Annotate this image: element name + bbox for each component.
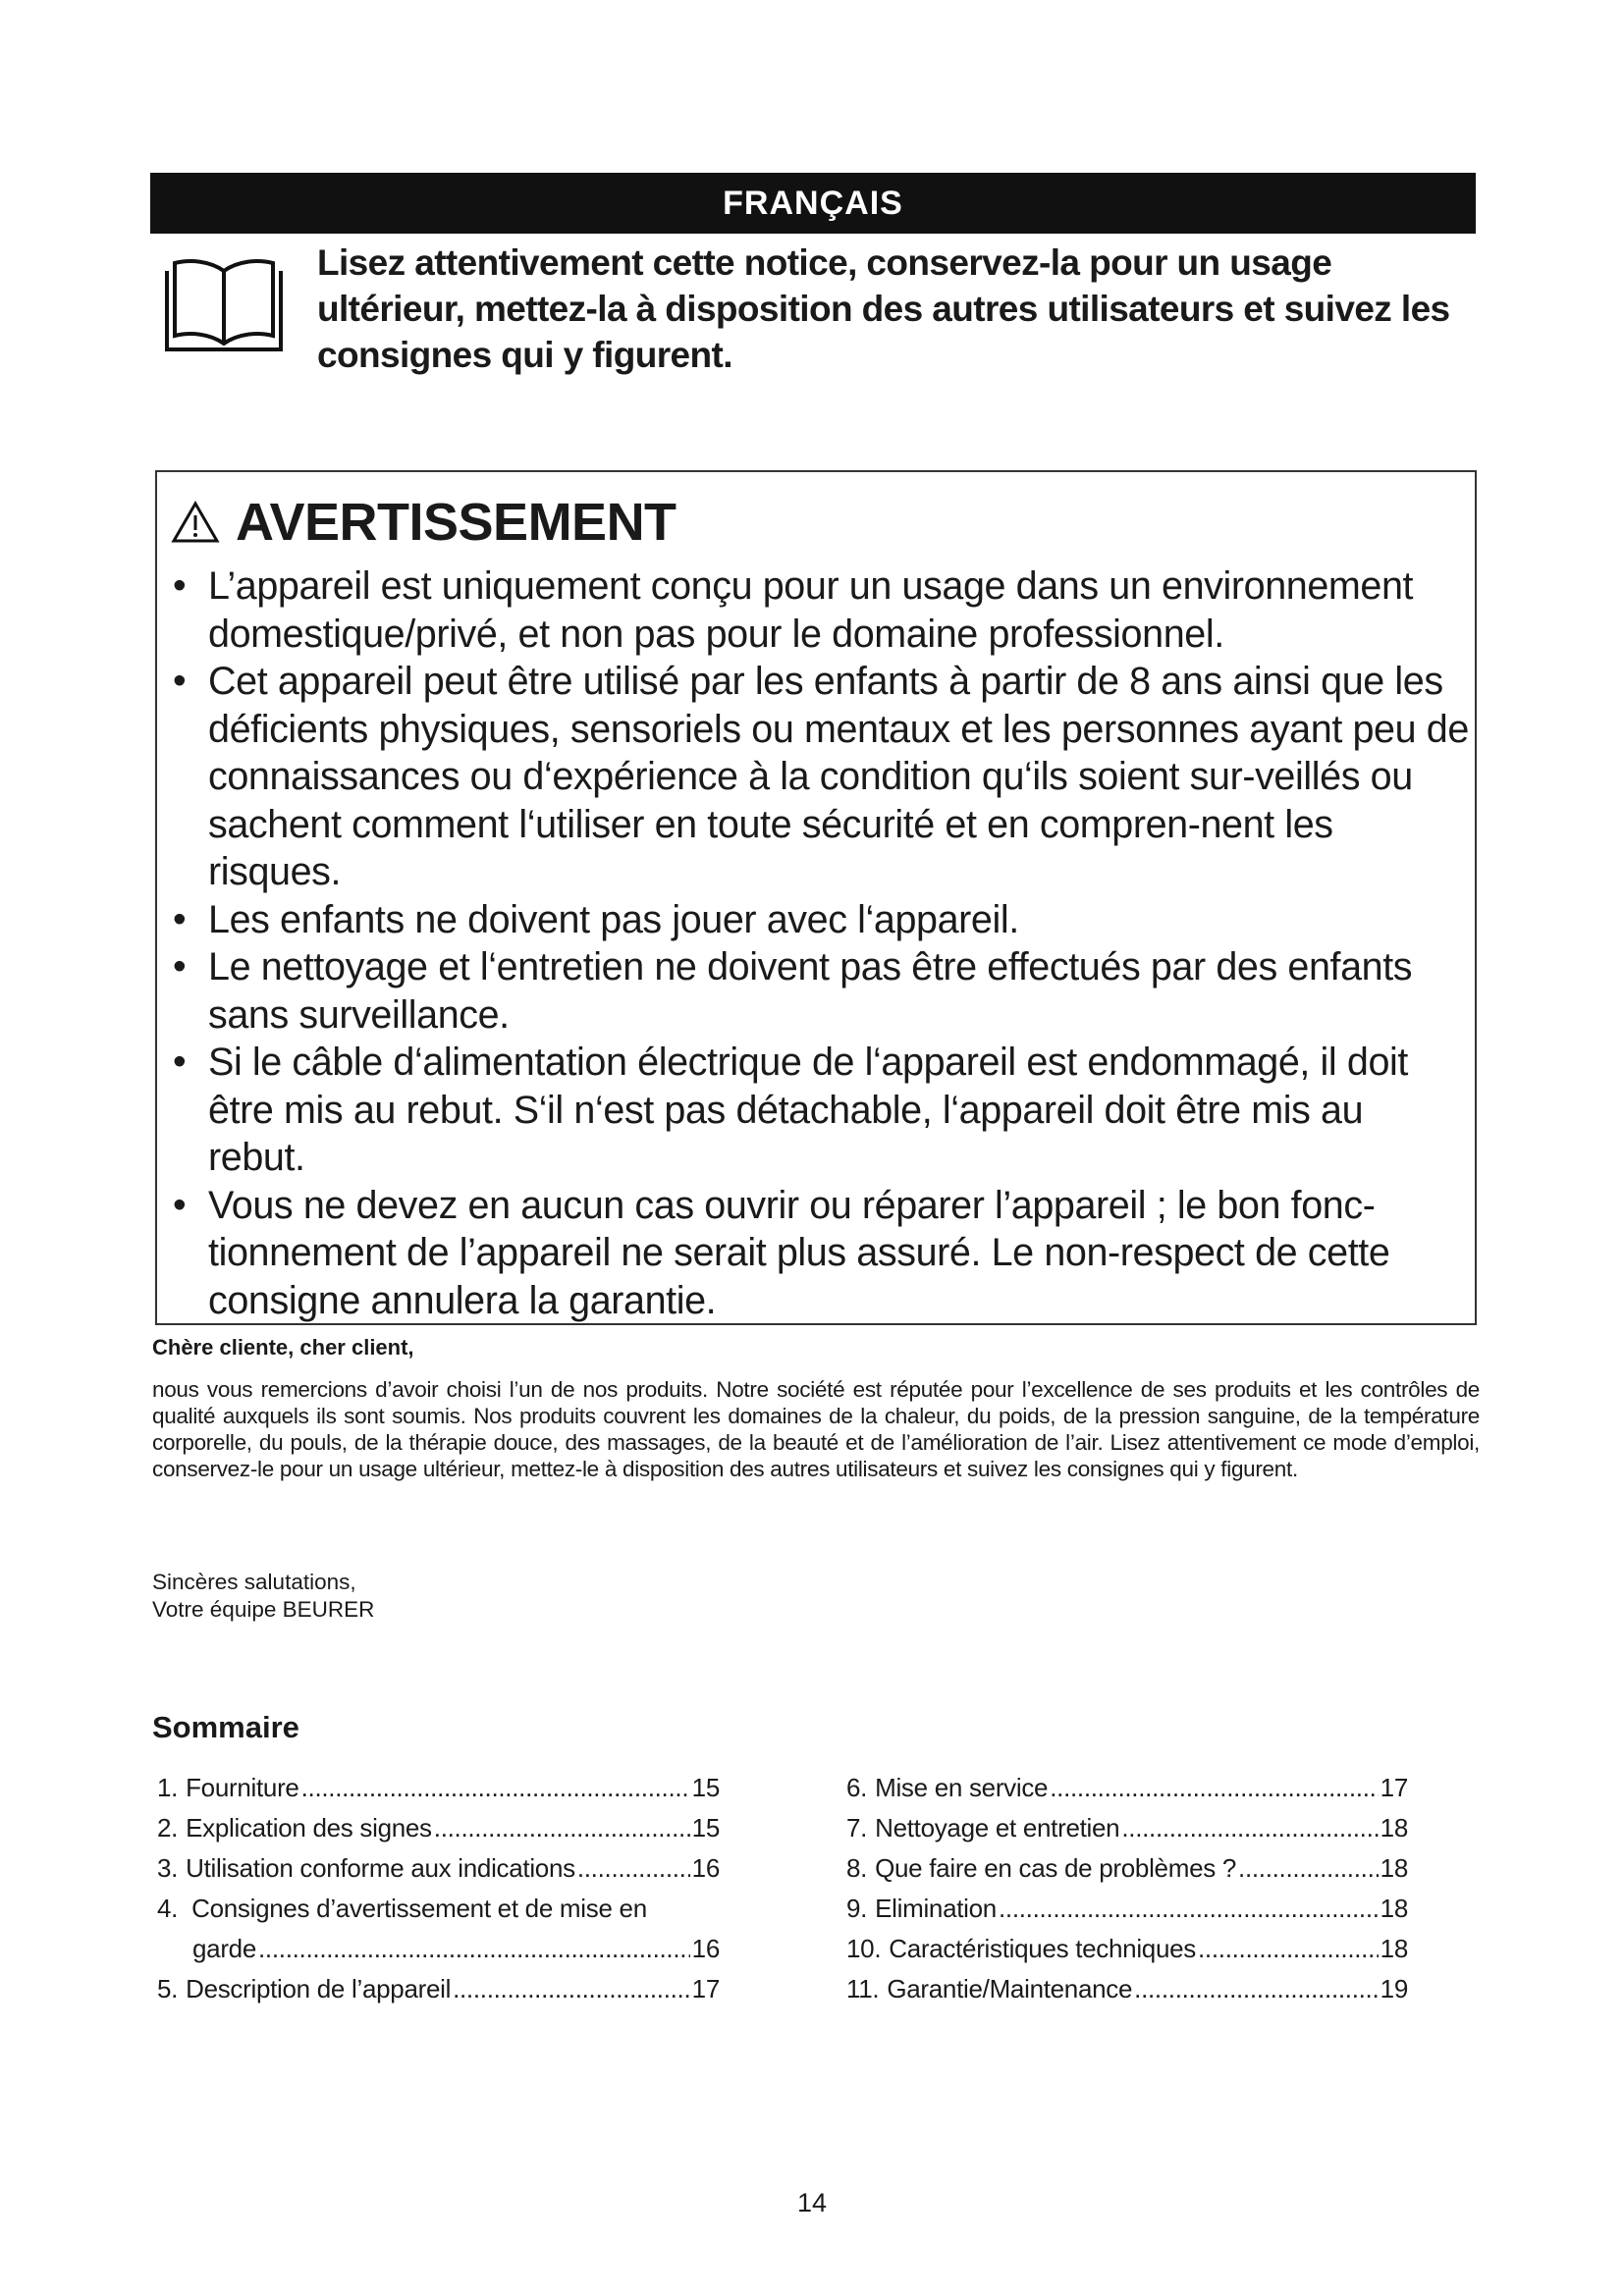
toc-page: 18 [1380, 1813, 1408, 1842]
toc-label: Explication des signes [186, 1813, 432, 1842]
toc-leader [999, 1889, 1379, 1929]
toc-page: 18 [1380, 1853, 1408, 1883]
toc-page: 15 [691, 1773, 720, 1802]
toc-entry [157, 1768, 720, 1808]
toc-page: 17 [1380, 1773, 1408, 1802]
closing-salutation: Sincères salutations, [152, 1570, 356, 1594]
toc-page: 16 [691, 1853, 720, 1883]
toc-leader [258, 1929, 690, 1969]
warning-item: • Les enfants ne doivent pas jouer avec l‘appareil. [173, 896, 1469, 944]
toc-entry [846, 1929, 1408, 1969]
toc-page: 15 [691, 1813, 720, 1842]
language-header: FRANÇAIS [150, 173, 1476, 234]
toc-entry [157, 1808, 720, 1848]
toc-label: Nettoyage et entretien [875, 1813, 1120, 1842]
toc-leader [453, 1969, 690, 2009]
toc-number: 5. [157, 1974, 179, 2003]
toc-entry [846, 1848, 1408, 1889]
warning-box [155, 470, 1477, 1325]
toc-entry [846, 1808, 1408, 1848]
toc-number: 9. [846, 1894, 868, 1923]
toc-number: 10. [846, 1934, 882, 1963]
toc-number: 11. [846, 1974, 880, 2003]
toc-page: 18 [1380, 1934, 1408, 1963]
warning-item: • Cet appareil peut être utilisé par les enfants à partir de 8 ans ainsi que les déficients physiques, sensoriels ou mentaux et les personnes ayant peu de connaissances ou d‘expérience à la condition qu‘ils soient sur-veillés ou sachent comment l‘utiliser en toute sécurité et en compren-nent les risques. [173, 658, 1469, 896]
toc-entry [157, 1848, 720, 1889]
warning-title-text: AVERTISSEMENT [236, 493, 677, 552]
toc-number: 2. [157, 1813, 179, 1842]
warning-item: • Si le câble d‘alimentation électrique de l‘appareil est endommagé, il doit être mis au rebut. S‘il n‘est pas détachable, l‘appareil doit être mis au rebut. [173, 1039, 1469, 1182]
warning-triangle-icon [171, 501, 220, 544]
toc-number: 3. [157, 1853, 179, 1883]
toc-entry [846, 1969, 1408, 2009]
toc-number: 7. [846, 1813, 868, 1842]
toc-label: Description de l’appareil [186, 1974, 452, 2003]
toc-label: Caractéristiques techniques [889, 1934, 1196, 1963]
toc-page: 17 [691, 1974, 720, 2003]
page-number: 14 [796, 2188, 828, 2217]
book-icon [163, 253, 285, 355]
toc-number: 1. [157, 1773, 179, 1802]
letter-closing [152, 1569, 374, 1624]
toc-label: Que faire en cas de problèmes ? [875, 1853, 1237, 1883]
toc-entry [157, 1889, 720, 1969]
toc-label-continued: garde [192, 1934, 256, 1963]
toc-label: Elimination [875, 1894, 997, 1923]
intro-instruction: Lisez attentivement cette notice, conservez-la pour un usage ultérieur, mettez-la à disposition des autres utilisateurs et suivez les consignes qui y figurent. [317, 242, 1450, 375]
warning-list [173, 562, 1469, 1324]
toc-leader [1050, 1768, 1378, 1808]
toc-entry [846, 1768, 1408, 1808]
toc-entry [846, 1889, 1408, 1929]
warning-item: • Vous ne devez en aucun cas ouvrir ou réparer l’appareil ; le bon fonc-tionnement de l’appareil ne serait plus assuré. Le non-respect de cette consigne annulera la garantie. [173, 1182, 1469, 1325]
warning-title [171, 492, 677, 553]
toc-number: 4. [157, 1894, 179, 1923]
toc-number: 8. [846, 1853, 868, 1883]
toc-page: 18 [1380, 1894, 1408, 1923]
toc-label: Fourniture [186, 1773, 299, 1802]
warning-item: • L’appareil est uniquement conçu pour un usage dans un environnement domestique/privé, et non pas pour le domaine professionnel. [173, 562, 1469, 658]
toc-leader [434, 1808, 690, 1848]
toc-page: 19 [1380, 1974, 1408, 2003]
toc-page: 16 [691, 1934, 720, 1963]
letter-body: nous vous remercions d’avoir choisi l’un de nos produits. Notre société est réputée pour l’excellence de ses produits et les contrôles de qualité auxquels ils sont soumis. Nos produits couvrent les domaines de la chaleur, du poids, de la pression sanguine, de la température corporelle, du pouls, de la thérapie douce, des massages, de la beauté et de l’amélioration de l’air. Lisez attentivement ce mode d’emploi, conservez-le pour un usage ultérieur, mettez-le à disposition des autres utilisateurs et suivez les consignes qui y figurent. [152, 1377, 1480, 1481]
toc-column-right [846, 1768, 1408, 2009]
toc-leader [301, 1768, 690, 1808]
toc-label: Consignes d’avertissement et de mise en [191, 1894, 647, 1923]
toc-leader [1134, 1969, 1379, 2009]
toc-leader [577, 1848, 690, 1889]
toc-leader [1198, 1929, 1379, 1969]
letter-greeting: Chère cliente, cher client, [152, 1335, 414, 1360]
toc-leader [1121, 1808, 1378, 1848]
toc-title: Sommaire [152, 1710, 299, 1744]
closing-signature: Votre équipe BEURER [152, 1597, 375, 1622]
toc-label: Utilisation conforme aux indications [186, 1853, 575, 1883]
warning-item: • Le nettoyage et l‘entretien ne doivent pas être effectués par des enfants sans surveillance. [173, 943, 1469, 1039]
toc-label: Garantie/Maintenance [887, 1974, 1133, 2003]
toc-label: Mise en service [875, 1773, 1049, 1802]
toc-entry [157, 1969, 720, 2009]
toc-number: 6. [846, 1773, 868, 1802]
toc-leader [1238, 1848, 1379, 1889]
toc-column-left [157, 1768, 720, 2009]
